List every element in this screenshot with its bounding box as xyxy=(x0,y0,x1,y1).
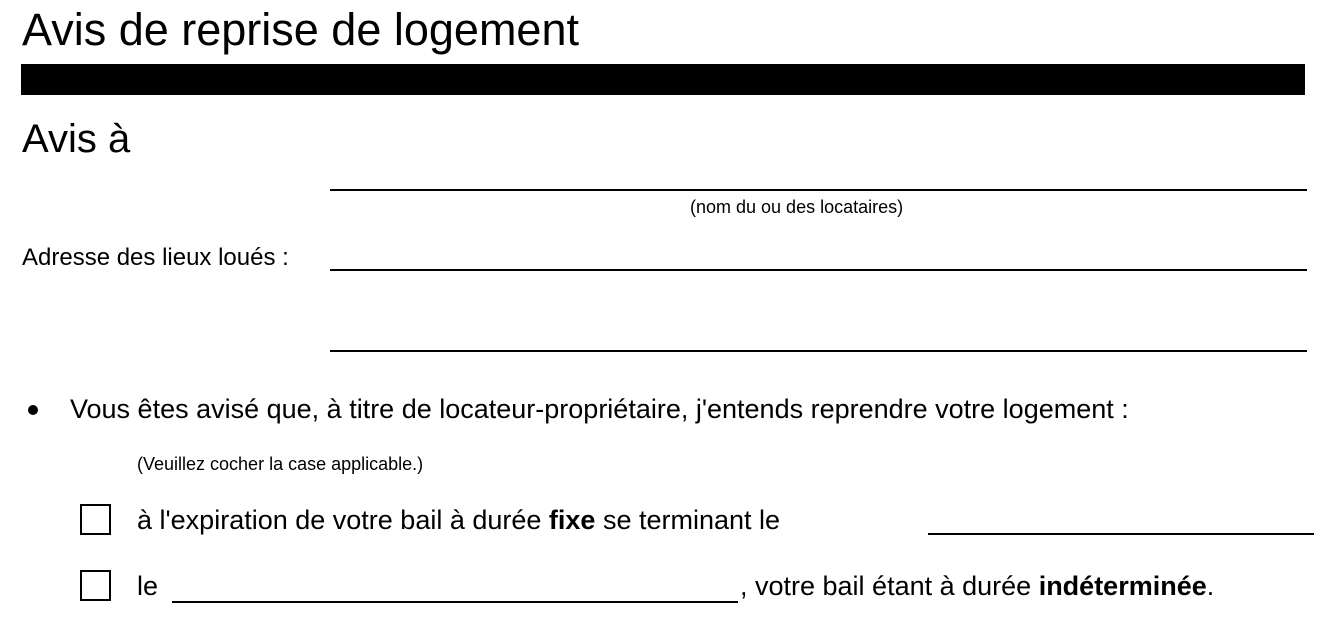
notice-statement: Vous êtes avisé que, à titre de locateur-propriétaire, j'entends reprendre votre logement : xyxy=(70,394,1129,424)
address-field-line-1[interactable] xyxy=(330,269,1307,271)
fixed-term-option-text xyxy=(137,503,780,537)
indeterminate-term-text-after: . xyxy=(1206,571,1215,601)
indeterminate-term-text-middle: , votre bail étant à durée xyxy=(740,571,1039,601)
fixed-term-checkbox[interactable] xyxy=(80,504,111,535)
indeterminate-term-prefix: le xyxy=(137,571,159,601)
address-field-line-2[interactable] xyxy=(330,350,1307,352)
indeterminate-term-checkbox[interactable] xyxy=(80,570,111,601)
fixed-term-text-before: à l'expiration de votre bail à durée xyxy=(137,505,549,535)
fixed-term-bold: fixe xyxy=(548,505,596,535)
address-label: Adresse des lieux loués : xyxy=(22,244,289,271)
section-heading: Avis à xyxy=(22,117,131,161)
fixed-term-text-after: se terminant le xyxy=(595,505,781,535)
checkbox-instruction: (Veuillez cocher la case applicable.) xyxy=(137,454,424,474)
bullet-point xyxy=(28,405,38,415)
indeterminate-term-date-field[interactable] xyxy=(172,601,738,603)
title-divider-bar xyxy=(21,64,1305,95)
tenant-name-caption: (nom du ou des locataires) xyxy=(690,197,904,217)
indeterminate-term-option-text xyxy=(740,569,1214,603)
page-title: Avis de reprise de logement xyxy=(22,4,579,55)
tenant-name-field[interactable] xyxy=(330,189,1307,191)
fixed-term-end-date-field[interactable] xyxy=(928,533,1314,535)
indeterminate-term-bold: indéterminée xyxy=(1038,571,1207,601)
